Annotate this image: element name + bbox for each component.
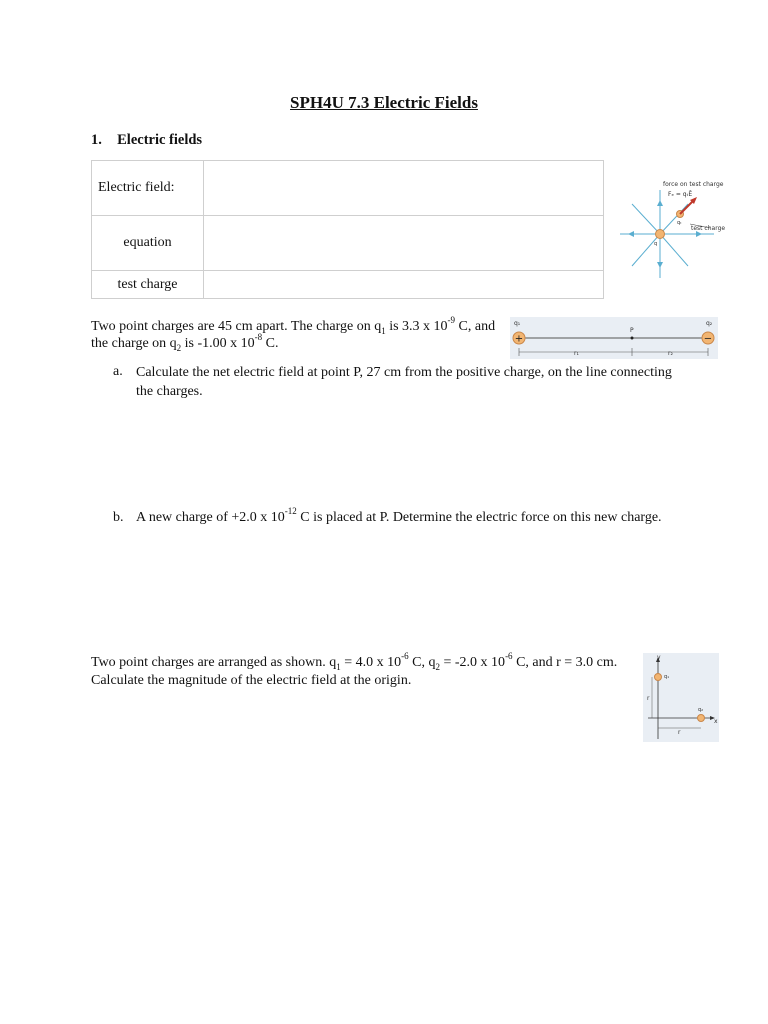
problem-text: Two point charges are 45 cm apart. The charge on q [91, 319, 382, 334]
subscript: 1 [336, 661, 341, 672]
electric-field-figure [618, 176, 730, 280]
part-b-text [136, 506, 686, 527]
table-label-equation: equation [92, 216, 204, 271]
minus-sign: − [703, 333, 713, 345]
problem-text: C is placed at P. Determine the electric force on this new charge. [296, 510, 662, 525]
problem-text: C. [262, 336, 279, 351]
exponent: -8 [254, 332, 263, 343]
label-q2: q₂ [698, 707, 704, 713]
subscript: 2 [435, 661, 440, 672]
two-charges-line-figure [510, 317, 718, 359]
part-b-marker: b. [113, 510, 124, 525]
table-row [92, 216, 604, 271]
label-force-equation: Fₑ = qₜĒ [668, 191, 693, 198]
label-r2: r₂ [668, 350, 673, 357]
label-r1: r₁ [574, 350, 579, 357]
problem-text: is 3.3 x 10 [385, 319, 448, 334]
problem-text: C, and the charge on q [91, 319, 496, 351]
problem-text: is -1.00 x 10 [181, 336, 255, 351]
table-row [92, 271, 604, 299]
exponent: -6 [401, 651, 409, 662]
table-answer-cell[interactable] [204, 161, 604, 216]
label-test-charge-symbol: qₜ [677, 220, 682, 226]
subscript: 2 [176, 342, 182, 353]
table-answer-cell[interactable] [204, 216, 604, 271]
label-x-axis: x [714, 718, 718, 725]
label-source-charge: q [654, 241, 658, 247]
label-test-charge: test charge [691, 225, 726, 232]
subscript: 1 [381, 325, 386, 336]
exponent: -9 [447, 315, 456, 326]
label-q1: q₁ [514, 320, 521, 327]
definitions-table [91, 160, 604, 299]
table-row [92, 161, 604, 216]
problem-2-text [91, 651, 636, 690]
problem-text: = 4.0 x 10 [340, 655, 402, 670]
axes-charges-figure [643, 653, 719, 742]
table-label-electric-field: Electric field: [92, 161, 204, 216]
section-title: Electric fields [117, 132, 203, 148]
exponent: -6 [505, 651, 513, 662]
label-y-axis: y [657, 654, 661, 661]
problem-text: A new charge of +2.0 x 10 [136, 510, 285, 525]
table-answer-cell[interactable] [204, 271, 604, 299]
exponent: -12 [284, 506, 297, 517]
part-a-text: Calculate the net electric field at point P, 27 cm from the positive charge, on the line connecting the charges. [136, 365, 672, 399]
label-q2: q₂ [706, 320, 713, 327]
problem-text: C, and r = 3.0 cm. Calculate the magnitude of the electric field at the origin. [91, 655, 618, 688]
plus-sign: + [514, 333, 524, 345]
problem-text: Two point charges are arranged as shown. q [91, 655, 337, 670]
label-r-vertical: r [647, 695, 650, 702]
problem-text: C, q [408, 655, 436, 670]
problem-text: = -2.0 x 10 [440, 655, 506, 670]
section-heading [91, 132, 202, 149]
page-title: SPH4U 7.3 Electric Fields [290, 93, 478, 112]
label-q1: q₁ [664, 674, 670, 680]
label-point-p: P [630, 327, 634, 334]
label-r-horizontal: r [678, 729, 681, 736]
problem-1-intro [91, 315, 503, 353]
part-a-marker: a. [113, 364, 123, 379]
table-label-test-charge: test charge [92, 271, 204, 299]
section-number: 1. [91, 132, 102, 148]
label-force-on-test-charge: force on test charge [663, 181, 724, 188]
